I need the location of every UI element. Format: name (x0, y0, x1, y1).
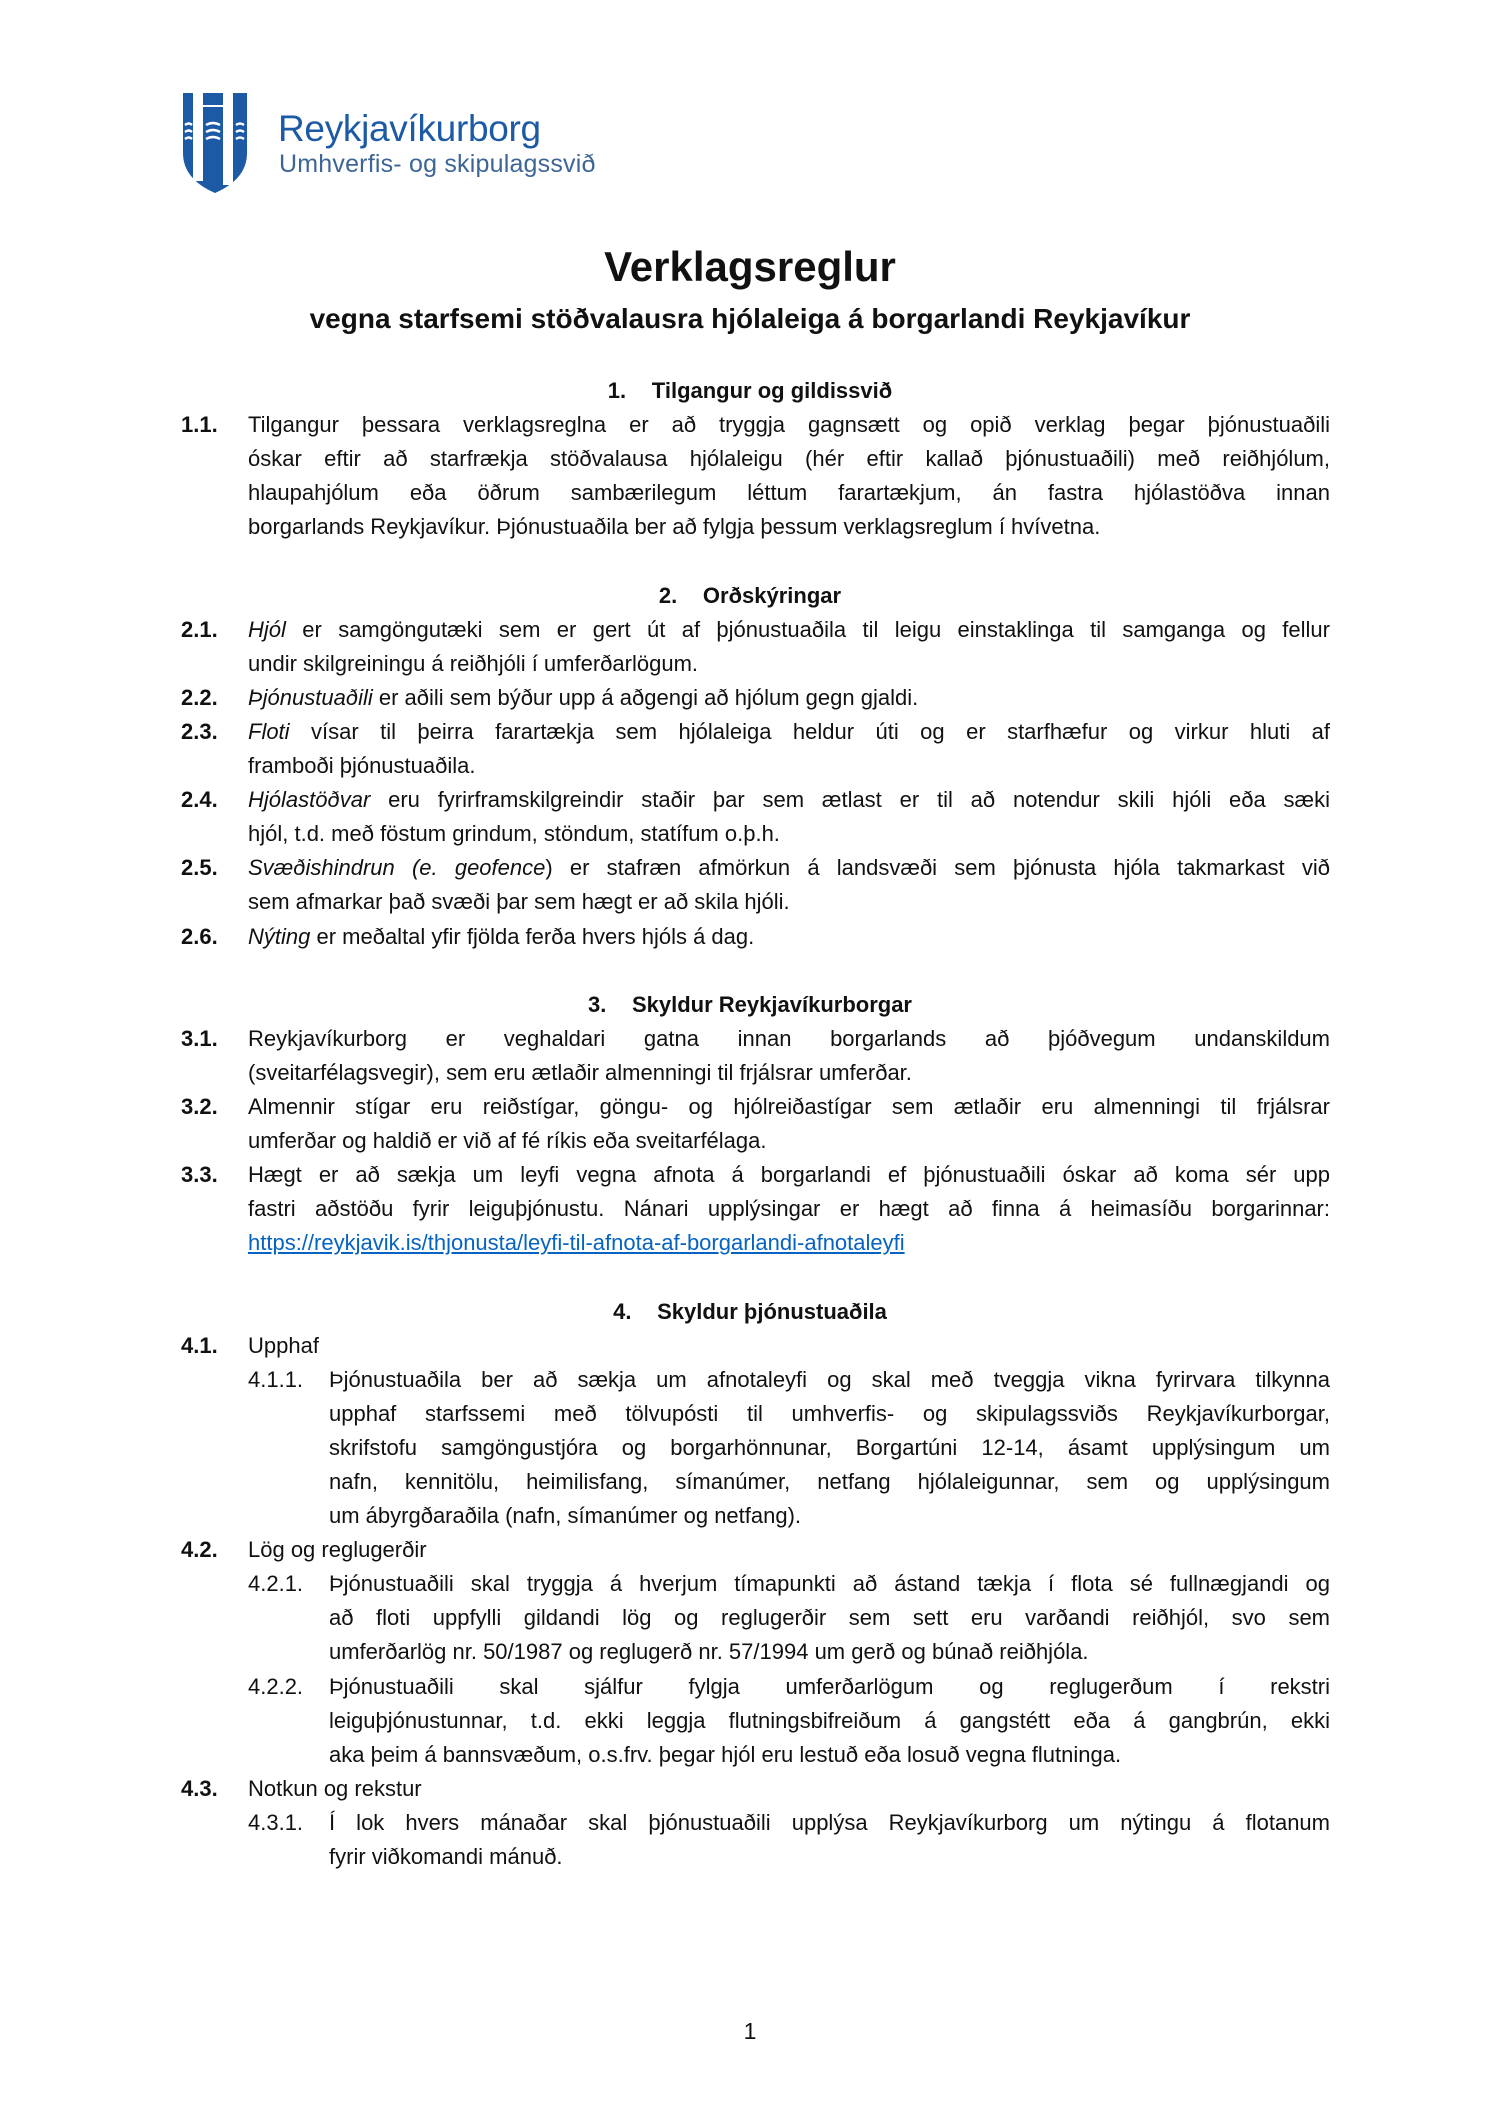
clause-number: 3.2. (181, 1093, 218, 1119)
clause-line (0, 1158, 1500, 1192)
text-segment: er samgöngutæki sem er gert út af þjónustuaðila til leigu einstaklinga til samganga og fellur (285, 616, 1330, 642)
clause-line (0, 1192, 1500, 1226)
clause-text: óskar eftir að starfrækja stöðvalausa hjólaleigu (hér eftir kallað þjónustuaðili) með reiðhjólum, (248, 446, 1330, 472)
clause-text: borgarlands Reykjavíkur. Þjónustuaðila ber að fylgja þessum verklagsreglum í hvívetna. (248, 514, 1101, 540)
clause-line (0, 1465, 1500, 1499)
section-title: Orðskýringar (702, 582, 842, 608)
text-segment: vísar til þeirra farartækja sem hjólaleiga heldur úti og er starfhæfur og virkur hluti af (289, 718, 1330, 744)
clause-text (248, 920, 1330, 954)
clause-line (0, 1090, 1500, 1124)
clause-text: Tilgangur þessara verklagsreglna er að tryggja gagnsætt og opið verklag þegar þjónustuaðili (248, 412, 1330, 438)
clause-line (0, 1567, 1500, 1601)
clause-text (248, 681, 1330, 715)
clause-text: fastri aðstöðu fyrir leiguþjónustu. Nánari upplýsingar er hægt að finna á heimasíðu borgarinnar: (248, 1196, 1330, 1222)
clause-line (0, 442, 1500, 476)
section-title: Skyldur þjónustuaðila (657, 1298, 887, 1324)
clause-text: sem afmarkar það svæði þar sem hægt er að skila hjóli. (248, 889, 790, 915)
defined-term: Þjónustuaðili (248, 684, 373, 710)
clause-text: Þjónustuaðili skal tryggja á hverjum tímapunkti að ástand tækja í flota sé fullnægjandi og (329, 1571, 1330, 1597)
section-number: 3. (587, 991, 607, 1017)
clause-number: 2.6. (181, 923, 218, 949)
document-subtitle: vegna starfsemi stöðvalausra hjólaleiga á borgarlandi Reykjavíkur (309, 303, 1191, 334)
clause-text: Notkun og rekstur (248, 1775, 422, 1801)
section-heading (0, 988, 1500, 1022)
clause-text: Reykjavíkurborg er veghaldari gatna innan borgarlands að þjóðvegum undanskildum (248, 1025, 1330, 1051)
clause-line (0, 1806, 1500, 1840)
page-number: 1 (743, 2018, 757, 2044)
clause-line (0, 1738, 1500, 1772)
clause-text: Lög og reglugerðir (248, 1537, 427, 1563)
clause-line (0, 885, 1500, 919)
clause-line (0, 681, 1500, 715)
clause-number: 3.3. (181, 1162, 218, 1188)
text-segment: er aðili sem býður upp á aðgengi að hjólum gegn gjaldi. (372, 684, 919, 710)
blank-line (0, 544, 1500, 578)
text-segment: er meðaltal yfir fjölda ferða hvers hjóls á dag. (310, 923, 755, 949)
clause-number: 4.1.1. (248, 1366, 304, 1392)
clause-line (0, 920, 1500, 954)
clause-text: Hægt er að sækja um leyfi vegna afnota á borgarlandi ef þjónustuaðili óskar að koma sér upp (248, 1162, 1330, 1188)
clause-text: Upphaf (248, 1332, 319, 1358)
clause-number: 4.3. (181, 1775, 218, 1801)
clause-line (0, 1840, 1500, 1874)
clause-line (0, 851, 1500, 885)
clause-text: framboði þjónustuaðila. (248, 753, 476, 779)
clause-line (0, 1124, 1500, 1158)
clause-number: 4.2.1. (248, 1571, 304, 1597)
clause-text: Þjónustuaðili skal sjálfur fylgja umferðarlögum og reglugerðum í rekstri (329, 1673, 1330, 1699)
clause-text: aka þeim á bannsvæðum, o.s.frv. þegar hjól eru lestuð eða losuð vegna flutninga. (329, 1741, 1122, 1767)
text-segment: eru fyrirframskilgreindir staðir þar sem ætlast er til að notendur skili hjóli eða sæki (370, 787, 1330, 813)
blank-line (0, 954, 1500, 988)
clause-text (248, 715, 1330, 749)
clause-number: 4.2. (181, 1537, 218, 1563)
clause-number: 3.1. (181, 1025, 218, 1051)
section-heading (0, 1295, 1500, 1329)
section-number: 4. (613, 1298, 632, 1324)
clause-line (0, 647, 1500, 681)
reykjavik-coat-of-arms-logo (181, 91, 249, 195)
defined-term: Hjólastöðvar (248, 787, 371, 813)
clause-text (248, 783, 1330, 817)
clause-text (248, 851, 1330, 885)
clause-line (0, 1601, 1500, 1635)
clause-line (0, 783, 1500, 817)
text-segment: ) er stafræn afmörkun á landsvæði sem þjónusta hjóla takmarkast við (545, 855, 1330, 881)
clause-text: upphaf starfssemi með tölvupósti til umhverfis- og skipulagssviðs Reykjavíkurborgar, (329, 1400, 1330, 1426)
clause-line (0, 1499, 1500, 1533)
section-number: 1. (607, 378, 627, 403)
clause-number: 2.3. (181, 718, 218, 744)
clause-text (248, 1226, 1330, 1260)
clause-number: 1.1. (181, 412, 218, 438)
section-number: 2. (658, 582, 678, 608)
clause-line (0, 1533, 1500, 1567)
section-heading (0, 374, 1500, 408)
clause-line (0, 715, 1500, 749)
clause-text: fyrir viðkomandi mánuð. (329, 1844, 563, 1870)
clause-number: 2.1. (181, 616, 218, 642)
clause-number: 2.2. (181, 684, 218, 710)
defined-term: Svæðishindrun (e. geofence (248, 855, 546, 881)
clause-number: 2.5. (181, 855, 218, 881)
clause-text: um ábyrgðaraðila (nafn, símanúmer og netfang). (329, 1503, 802, 1529)
clause-line (0, 1022, 1500, 1056)
clause-line (0, 749, 1500, 783)
clause-text: Almennir stígar eru reiðstígar, göngu- og hjólreiðastígar sem ætlaðir eru almenningi til frjálsrar (248, 1093, 1330, 1119)
clause-text: leiguþjónustunnar, t.d. ekki leggja flutningsbifreiðum á gangstétt eða á gangbrún, ekki (329, 1707, 1330, 1733)
clause-line (0, 1704, 1500, 1738)
document-body (0, 374, 1500, 1874)
blank-line (0, 1260, 1500, 1294)
clause-number: 4.3.1. (248, 1809, 304, 1835)
clause-text: að floti uppfylli gildandi lög og reglugerðir sem sett eru varðandi reiðhjól, svo sem (329, 1605, 1330, 1631)
clause-text: umferðar og haldið er við af fé ríkis eða sveitarfélaga. (248, 1128, 767, 1154)
clause-line (0, 1772, 1500, 1806)
clause-line (0, 1226, 1500, 1260)
clause-text: nafn, kennitölu, heimilisfang, símanúmer, netfang hjólaleigunnar, sem og upplýsingum (329, 1469, 1330, 1494)
clause-text: Í lok hvers mánaðar skal þjónustuaðili upplýsa Reykjavíkurborg um nýtingu á flotanum (329, 1809, 1330, 1835)
section-title: Skyldur Reykjavíkurborgar (631, 991, 912, 1017)
clause-text: umferðarlög nr. 50/1987 og reglugerð nr. 57/1994 um gerð og búnað reiðhjóla. (329, 1639, 1089, 1665)
clause-number: 2.4. (181, 787, 218, 813)
clause-text: skrifstofu samgöngustjóra og borgarhönnunar, Borgartúni 12-14, ásamt upplýsingum um (329, 1434, 1330, 1460)
clause-line (0, 1329, 1500, 1363)
clause-text (248, 613, 1330, 647)
clause-line (0, 476, 1500, 510)
section-heading (0, 579, 1500, 613)
clause-text: Þjónustuaðila ber að sækja um afnotaleyfi og skal með tveggja vikna fyrirvara tilkynna (329, 1366, 1330, 1392)
clause-line (0, 1431, 1500, 1465)
clause-number: 4.2.2. (248, 1673, 304, 1699)
clause-text: undir skilgreiningu á reiðhjóli í umferðarlögum. (248, 650, 699, 676)
clause-text: hlaupahjólum eða öðrum sambærilegum léttum farartækjum, án fastra hjólastöðva innan (248, 480, 1330, 506)
permit-link[interactable]: https://reykjavik.is/thjonusta/leyfi-til-afnota-af-borgarlandi-afnotaleyfi (248, 1230, 905, 1256)
defined-term: Nýting (248, 923, 311, 949)
clause-text: (sveitarfélagsvegir), sem eru ætlaðir almenningi til frjálsrar umferðar. (248, 1059, 912, 1085)
clause-line (0, 408, 1500, 442)
clause-text: hjól, t.d. með föstum grindum, stöndum, statífum o.þ.h. (248, 821, 780, 847)
section-title: Tilgangur og gildissvið (651, 378, 893, 403)
department-name: Umhverfis- og skipulagssvið (279, 150, 596, 178)
clause-line (0, 1670, 1500, 1704)
clause-line (0, 1363, 1500, 1397)
clause-line (0, 817, 1500, 851)
clause-line (0, 1397, 1500, 1431)
clause-line (0, 613, 1500, 647)
clause-number: 4.1. (181, 1332, 218, 1358)
defined-term: Hjól (248, 616, 286, 642)
clause-line (0, 1635, 1500, 1669)
clause-line (0, 1056, 1500, 1090)
org-name: Reykjavíkurborg (278, 108, 541, 149)
document-title: Verklagsreglur (604, 243, 896, 290)
defined-term: Floti (248, 718, 290, 744)
clause-line (0, 510, 1500, 544)
